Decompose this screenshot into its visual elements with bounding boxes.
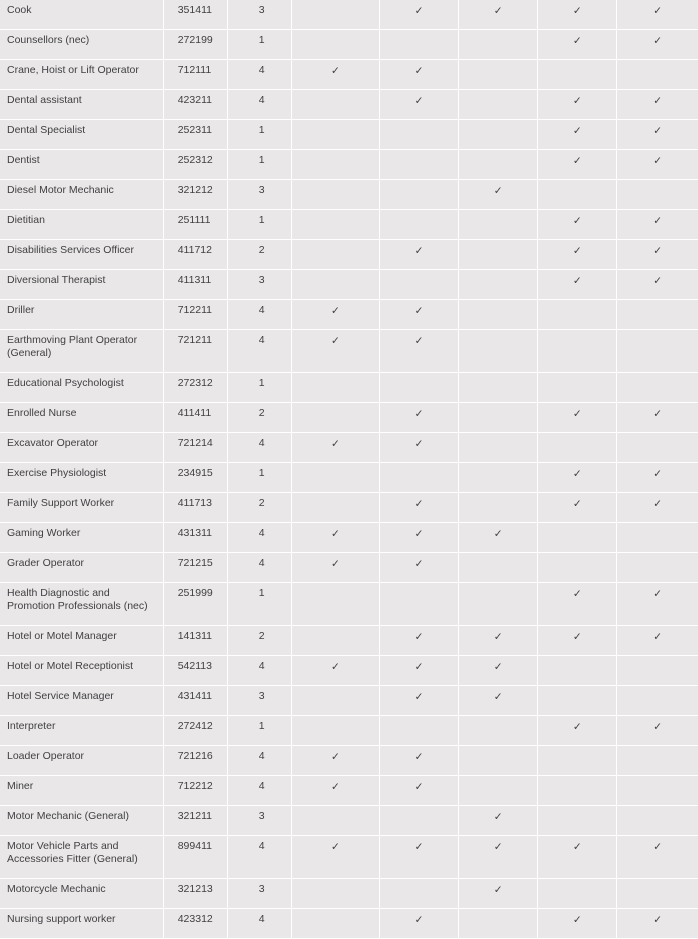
- check-cell-1: [291, 150, 379, 180]
- check-cell-3: [459, 403, 538, 433]
- check-cell-1: ✓: [291, 836, 379, 879]
- check-cell-5: ✓: [617, 90, 698, 120]
- check-cell-3: [459, 716, 538, 746]
- occupation-name: Nursing support worker: [0, 909, 163, 939]
- table-row: [0, 909, 698, 939]
- check-cell-2: [380, 180, 459, 210]
- skill-level: 4: [227, 776, 291, 806]
- check-cell-4: [538, 553, 617, 583]
- check-cell-5: ✓: [617, 463, 698, 493]
- check-cell-2: ✓: [380, 0, 459, 30]
- check-cell-3: [459, 240, 538, 270]
- check-cell-1: [291, 240, 379, 270]
- check-cell-5: ✓: [617, 150, 698, 180]
- check-cell-4: [538, 373, 617, 403]
- check-cell-4: ✓: [538, 120, 617, 150]
- table-row: [0, 120, 698, 150]
- skill-level: 4: [227, 523, 291, 553]
- check-cell-5: [617, 806, 698, 836]
- check-cell-2: ✓: [380, 300, 459, 330]
- check-cell-5: [617, 879, 698, 909]
- check-cell-3: [459, 493, 538, 523]
- check-cell-4: ✓: [538, 150, 617, 180]
- check-cell-4: [538, 656, 617, 686]
- skill-level: 2: [227, 240, 291, 270]
- occupation-name: Family Support Worker: [0, 493, 163, 523]
- check-cell-2: [380, 806, 459, 836]
- check-cell-4: [538, 806, 617, 836]
- table-row: [0, 330, 698, 373]
- check-cell-5: [617, 330, 698, 373]
- table-row: [0, 879, 698, 909]
- check-cell-5: ✓: [617, 493, 698, 523]
- check-cell-3: [459, 776, 538, 806]
- skill-level: 1: [227, 30, 291, 60]
- skill-level: 3: [227, 879, 291, 909]
- occupation-name: Driller: [0, 300, 163, 330]
- table-row: [0, 373, 698, 403]
- check-cell-5: ✓: [617, 240, 698, 270]
- check-cell-3: [459, 373, 538, 403]
- check-cell-5: ✓: [617, 626, 698, 656]
- check-cell-3: [459, 909, 538, 939]
- check-cell-5: [617, 60, 698, 90]
- check-cell-4: ✓: [538, 583, 617, 626]
- check-cell-4: ✓: [538, 403, 617, 433]
- anzsco-code: 251999: [163, 583, 227, 626]
- check-cell-1: [291, 493, 379, 523]
- check-cell-5: [617, 686, 698, 716]
- check-cell-1: [291, 90, 379, 120]
- table-row: [0, 523, 698, 553]
- check-cell-4: ✓: [538, 493, 617, 523]
- skill-level: 4: [227, 836, 291, 879]
- skill-level: 4: [227, 330, 291, 373]
- occupation-name: Earthmoving Plant Operator (General): [0, 330, 163, 373]
- check-cell-2: ✓: [380, 60, 459, 90]
- check-cell-2: [380, 463, 459, 493]
- check-cell-1: [291, 180, 379, 210]
- anzsco-code: 252312: [163, 150, 227, 180]
- check-cell-2: ✓: [380, 433, 459, 463]
- check-cell-2: [380, 150, 459, 180]
- skill-level: 4: [227, 553, 291, 583]
- occupation-name: Miner: [0, 776, 163, 806]
- check-cell-5: ✓: [617, 836, 698, 879]
- table-row: [0, 150, 698, 180]
- check-cell-3: [459, 150, 538, 180]
- check-cell-4: ✓: [538, 270, 617, 300]
- check-cell-2: ✓: [380, 626, 459, 656]
- occupation-name: Dental assistant: [0, 90, 163, 120]
- anzsco-code: 351411: [163, 0, 227, 30]
- check-cell-2: ✓: [380, 493, 459, 523]
- check-cell-5: ✓: [617, 403, 698, 433]
- anzsco-code: 272412: [163, 716, 227, 746]
- check-cell-2: ✓: [380, 523, 459, 553]
- anzsco-code: 431311: [163, 523, 227, 553]
- check-cell-5: [617, 433, 698, 463]
- check-cell-2: [380, 879, 459, 909]
- skill-level: 4: [227, 90, 291, 120]
- anzsco-code: 712111: [163, 60, 227, 90]
- table-row: [0, 30, 698, 60]
- table-row: [0, 836, 698, 879]
- check-cell-1: ✓: [291, 60, 379, 90]
- anzsco-code: 321211: [163, 806, 227, 836]
- check-cell-5: ✓: [617, 30, 698, 60]
- check-cell-1: [291, 463, 379, 493]
- anzsco-code: 252311: [163, 120, 227, 150]
- check-cell-2: ✓: [380, 686, 459, 716]
- check-cell-4: ✓: [538, 210, 617, 240]
- check-cell-1: [291, 0, 379, 30]
- table-row: [0, 626, 698, 656]
- check-cell-5: [617, 656, 698, 686]
- skill-level: 3: [227, 0, 291, 30]
- skill-level: 1: [227, 716, 291, 746]
- table-row: [0, 686, 698, 716]
- check-cell-3: ✓: [459, 0, 538, 30]
- anzsco-code: 411311: [163, 270, 227, 300]
- skill-level: 4: [227, 909, 291, 939]
- check-cell-4: [538, 523, 617, 553]
- occupation-name: Loader Operator: [0, 746, 163, 776]
- occupation-name: Health Diagnostic and Promotion Professionals (nec): [0, 583, 163, 626]
- check-cell-1: ✓: [291, 330, 379, 373]
- check-cell-5: [617, 373, 698, 403]
- check-cell-3: [459, 210, 538, 240]
- check-cell-1: [291, 909, 379, 939]
- table-row: [0, 746, 698, 776]
- check-cell-4: ✓: [538, 716, 617, 746]
- table-row: [0, 433, 698, 463]
- check-cell-1: [291, 716, 379, 746]
- table-row: [0, 180, 698, 210]
- occupation-name: Motor Mechanic (General): [0, 806, 163, 836]
- table-row: [0, 60, 698, 90]
- check-cell-4: ✓: [538, 30, 617, 60]
- occupation-name: Excavator Operator: [0, 433, 163, 463]
- anzsco-code: 411411: [163, 403, 227, 433]
- check-cell-1: [291, 686, 379, 716]
- check-cell-5: [617, 523, 698, 553]
- skill-level: 3: [227, 806, 291, 836]
- anzsco-code: 321212: [163, 180, 227, 210]
- check-cell-3: [459, 60, 538, 90]
- check-cell-3: ✓: [459, 879, 538, 909]
- check-cell-2: ✓: [380, 656, 459, 686]
- check-cell-5: [617, 553, 698, 583]
- skill-level: 1: [227, 120, 291, 150]
- check-cell-2: [380, 373, 459, 403]
- skill-level: 4: [227, 300, 291, 330]
- table-row: [0, 270, 698, 300]
- occupation-name: Grader Operator: [0, 553, 163, 583]
- skill-level: 1: [227, 210, 291, 240]
- occupation-name: Crane, Hoist or Lift Operator: [0, 60, 163, 90]
- table-row: [0, 463, 698, 493]
- check-cell-1: [291, 30, 379, 60]
- check-cell-5: [617, 180, 698, 210]
- check-cell-3: ✓: [459, 656, 538, 686]
- anzsco-code: 721211: [163, 330, 227, 373]
- skill-level: 1: [227, 583, 291, 626]
- check-cell-1: [291, 210, 379, 240]
- check-cell-4: [538, 433, 617, 463]
- table-row: [0, 300, 698, 330]
- check-cell-3: [459, 270, 538, 300]
- check-cell-4: ✓: [538, 90, 617, 120]
- check-cell-1: [291, 403, 379, 433]
- occupation-name: Hotel Service Manager: [0, 686, 163, 716]
- anzsco-code: 712212: [163, 776, 227, 806]
- anzsco-code: 141311: [163, 626, 227, 656]
- check-cell-3: [459, 583, 538, 626]
- check-cell-4: ✓: [538, 240, 617, 270]
- table-row: [0, 240, 698, 270]
- skill-level: 1: [227, 150, 291, 180]
- anzsco-code: 423211: [163, 90, 227, 120]
- check-cell-4: [538, 330, 617, 373]
- check-cell-4: [538, 300, 617, 330]
- check-cell-1: ✓: [291, 523, 379, 553]
- occupation-name: Educational Psychologist: [0, 373, 163, 403]
- occupation-name: Interpreter: [0, 716, 163, 746]
- occupation-name: Hotel or Motel Manager: [0, 626, 163, 656]
- occupation-name: Cook: [0, 0, 163, 30]
- check-cell-5: ✓: [617, 909, 698, 939]
- anzsco-code: 411712: [163, 240, 227, 270]
- anzsco-code: 721216: [163, 746, 227, 776]
- check-cell-4: ✓: [538, 463, 617, 493]
- table-row: [0, 493, 698, 523]
- check-cell-5: ✓: [617, 120, 698, 150]
- anzsco-code: 234915: [163, 463, 227, 493]
- check-cell-3: [459, 746, 538, 776]
- check-cell-1: [291, 626, 379, 656]
- check-cell-1: [291, 879, 379, 909]
- check-cell-5: ✓: [617, 583, 698, 626]
- table-row: [0, 656, 698, 686]
- check-cell-3: [459, 553, 538, 583]
- skill-level: 2: [227, 403, 291, 433]
- skill-level: 4: [227, 60, 291, 90]
- skill-level: 2: [227, 493, 291, 523]
- anzsco-code: 542113: [163, 656, 227, 686]
- skill-level: 2: [227, 626, 291, 656]
- check-cell-3: [459, 433, 538, 463]
- table-row: [0, 210, 698, 240]
- check-cell-5: [617, 300, 698, 330]
- check-cell-4: ✓: [538, 909, 617, 939]
- skill-level: 4: [227, 656, 291, 686]
- check-cell-2: [380, 30, 459, 60]
- anzsco-code: 321213: [163, 879, 227, 909]
- table-row: [0, 583, 698, 626]
- check-cell-3: [459, 463, 538, 493]
- check-cell-2: [380, 716, 459, 746]
- check-cell-4: [538, 60, 617, 90]
- skill-level: 1: [227, 463, 291, 493]
- check-cell-3: [459, 120, 538, 150]
- occupation-name: Dentist: [0, 150, 163, 180]
- skill-level: 3: [227, 270, 291, 300]
- check-cell-3: [459, 300, 538, 330]
- check-cell-2: [380, 210, 459, 240]
- table-row: [0, 90, 698, 120]
- occupation-name: Enrolled Nurse: [0, 403, 163, 433]
- check-cell-5: ✓: [617, 270, 698, 300]
- check-cell-5: [617, 746, 698, 776]
- check-cell-4: ✓: [538, 0, 617, 30]
- occupation-name: Motor Vehicle Parts and Accessories Fitter (General): [0, 836, 163, 879]
- table-row: [0, 553, 698, 583]
- table-row: [0, 403, 698, 433]
- check-cell-1: ✓: [291, 553, 379, 583]
- check-cell-1: [291, 270, 379, 300]
- skill-level: 4: [227, 746, 291, 776]
- check-cell-3: ✓: [459, 626, 538, 656]
- check-cell-2: ✓: [380, 836, 459, 879]
- skill-level: 1: [227, 373, 291, 403]
- check-cell-1: ✓: [291, 433, 379, 463]
- check-cell-4: ✓: [538, 836, 617, 879]
- skill-level: 3: [227, 686, 291, 716]
- check-cell-5: ✓: [617, 210, 698, 240]
- check-cell-5: ✓: [617, 716, 698, 746]
- check-cell-3: ✓: [459, 836, 538, 879]
- check-cell-3: ✓: [459, 523, 538, 553]
- check-cell-3: [459, 330, 538, 373]
- check-cell-1: [291, 806, 379, 836]
- check-cell-2: ✓: [380, 240, 459, 270]
- anzsco-code: 272199: [163, 30, 227, 60]
- check-cell-4: [538, 180, 617, 210]
- occupation-name: Diesel Motor Mechanic: [0, 180, 163, 210]
- check-cell-1: ✓: [291, 300, 379, 330]
- check-cell-4: ✓: [538, 626, 617, 656]
- check-cell-1: ✓: [291, 656, 379, 686]
- occupation-name: Dietitian: [0, 210, 163, 240]
- occupation-name: Counsellors (nec): [0, 30, 163, 60]
- anzsco-code: 272312: [163, 373, 227, 403]
- check-cell-1: [291, 120, 379, 150]
- check-cell-1: ✓: [291, 746, 379, 776]
- anzsco-code: 721214: [163, 433, 227, 463]
- check-cell-4: [538, 746, 617, 776]
- check-cell-2: [380, 270, 459, 300]
- table-row: [0, 776, 698, 806]
- check-cell-3: ✓: [459, 806, 538, 836]
- check-cell-2: ✓: [380, 90, 459, 120]
- check-cell-2: ✓: [380, 403, 459, 433]
- anzsco-code: 899411: [163, 836, 227, 879]
- check-cell-3: ✓: [459, 686, 538, 716]
- check-cell-3: ✓: [459, 180, 538, 210]
- check-cell-4: [538, 776, 617, 806]
- occupation-name: Disabilities Services Officer: [0, 240, 163, 270]
- check-cell-2: ✓: [380, 776, 459, 806]
- occupation-name: Motorcycle Mechanic: [0, 879, 163, 909]
- check-cell-2: [380, 583, 459, 626]
- check-cell-1: [291, 583, 379, 626]
- table-row: [0, 0, 698, 30]
- table-row: [0, 716, 698, 746]
- occupation-name: Hotel or Motel Receptionist: [0, 656, 163, 686]
- check-cell-1: ✓: [291, 776, 379, 806]
- occupation-name: Diversional Therapist: [0, 270, 163, 300]
- check-cell-2: ✓: [380, 330, 459, 373]
- check-cell-4: [538, 686, 617, 716]
- check-cell-1: [291, 373, 379, 403]
- check-cell-2: ✓: [380, 746, 459, 776]
- skill-level: 4: [227, 433, 291, 463]
- skill-level: 3: [227, 180, 291, 210]
- check-cell-5: ✓: [617, 0, 698, 30]
- table-row: [0, 806, 698, 836]
- check-cell-3: [459, 90, 538, 120]
- check-cell-3: [459, 30, 538, 60]
- check-cell-2: ✓: [380, 909, 459, 939]
- occupation-name: Dental Specialist: [0, 120, 163, 150]
- check-cell-2: ✓: [380, 553, 459, 583]
- anzsco-code: 721215: [163, 553, 227, 583]
- check-cell-2: [380, 120, 459, 150]
- check-cell-5: [617, 776, 698, 806]
- occupation-name: Gaming Worker: [0, 523, 163, 553]
- anzsco-code: 411713: [163, 493, 227, 523]
- anzsco-code: 251111: [163, 210, 227, 240]
- occupation-name: Exercise Physiologist: [0, 463, 163, 493]
- anzsco-code: 423312: [163, 909, 227, 939]
- anzsco-code: 712211: [163, 300, 227, 330]
- check-cell-4: [538, 879, 617, 909]
- anzsco-code: 431411: [163, 686, 227, 716]
